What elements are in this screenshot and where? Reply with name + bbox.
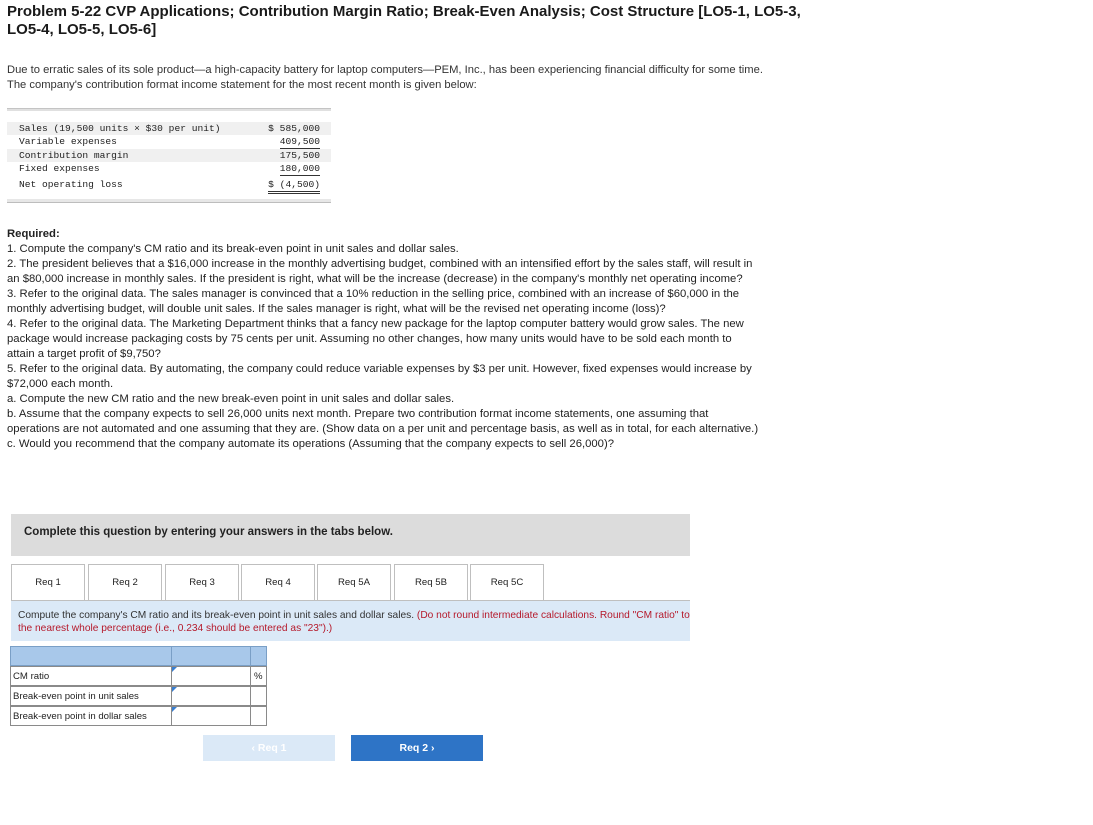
statement-top-border	[7, 108, 331, 111]
input-flag-icon	[172, 667, 177, 672]
tab-req-4[interactable]: Req 4	[241, 564, 315, 601]
break-even-dollars-input[interactable]	[172, 708, 250, 726]
percent-unit: %	[250, 666, 267, 686]
break-even-units-input-cell	[171, 686, 251, 706]
required-item-2: 2. The president believes that a $16,000 increase in the monthly advertising budget, combined with an intensified effort by the sales staff, will result in an $80,000 increase in monthly sales. If the president is right, what will be the increase (decrease) in the company's monthly net operating income?	[7, 258, 753, 285]
required-section	[7, 227, 762, 452]
answer-label: Break-even point in unit sales	[10, 686, 172, 706]
empty-unit	[250, 706, 267, 726]
statement-bottom-border	[7, 199, 331, 203]
cm-ratio-input[interactable]	[172, 668, 250, 686]
answer-label: CM ratio	[10, 666, 172, 686]
break-even-dollars-input-cell	[171, 706, 251, 726]
statement-value: 175,500	[279, 150, 320, 161]
complete-prompt-box	[11, 514, 690, 556]
instruction-panel	[11, 600, 690, 641]
tab-req-3[interactable]: Req 3	[165, 564, 239, 601]
required-item-5c: c. Would you recommend that the company automate its operations (Assuming that the company expects to sell 26,000)?	[7, 438, 615, 450]
cm-ratio-input-cell	[171, 666, 251, 686]
input-flag-icon	[172, 687, 177, 692]
answer-table-header	[10, 646, 267, 666]
complete-prompt: Complete this question by entering your answers in the tabs below.	[24, 526, 393, 538]
required-heading: Required:	[7, 228, 60, 240]
statement-row-variable-expenses	[7, 135, 331, 148]
statement-label: Contribution margin	[19, 150, 129, 161]
next-req-button[interactable]: Req 2 ›	[351, 735, 483, 761]
tab-req-2[interactable]: Req 2	[88, 564, 162, 601]
empty-unit	[250, 686, 267, 706]
problem-intro: Due to erratic sales of its sole product—a high-capacity battery for laptop computers—PEM, Inc., has been experiencing financial difficulty for some time. The company's contribution format income statement for the most recent month is given below:	[7, 64, 763, 91]
statement-row-net-operating-loss	[7, 178, 331, 191]
required-item-5a: a. Compute the new CM ratio and the new break-even point in unit sales and dollar sales.	[7, 393, 455, 405]
problem-title: Problem 5-22 CVP Applications; Contribution Margin Ratio; Break-Even Analysis; Cost Structure [LO5-1, LO5-3, LO5-4, LO5-5, LO5-6]	[7, 3, 801, 38]
statement-label: Fixed expenses	[19, 163, 100, 174]
instruction-note: (Do not round intermediate calculations. Round "CM ratio" to the nearest whole percentage (i.e., 0.234 should be entered as "23").)	[18, 610, 690, 634]
tab-req-5a[interactable]: Req 5A	[317, 564, 391, 601]
required-item-3: 3. Refer to the original data. The sales manager is convinced that a 10% reduction in the selling price, combined with an increase of $60,000 in the monthly advertising budget, will double unit sales. If the sales manager is right, what will be the revised net operating income (loss)?	[7, 288, 740, 315]
input-flag-icon	[172, 707, 177, 712]
required-item-5: 5. Refer to the original data. By automating, the company could reduce variable expenses by $3 per unit. However, fixed expenses would increase by $72,000 each month.	[7, 363, 752, 390]
tab-req-1[interactable]: Req 1	[11, 564, 85, 601]
requirement-tabs	[11, 564, 690, 601]
statement-value: 409,500	[279, 136, 320, 147]
statement-row-contribution-margin	[7, 149, 331, 162]
statement-row-fixed-expenses	[7, 162, 331, 175]
statement-value: $ 585,000	[268, 123, 320, 134]
tab-req-5c[interactable]: Req 5C	[470, 564, 544, 601]
statement-label: Variable expenses	[19, 136, 117, 147]
answer-label: Break-even point in dollar sales	[10, 706, 172, 726]
statement-value: $ (4,500)	[268, 178, 320, 194]
required-item-4: 4. Refer to the original data. The Marketing Department thinks that a fancy new package for the laptop computer battery would grow sales. The new package would increase packaging costs by 75 cents per unit. Assuming no other changes, how many units would have to be sold each month to attain a target profit of $9,750?	[7, 318, 744, 360]
tab-req-5b[interactable]: Req 5B	[394, 564, 468, 601]
prev-req-button[interactable]: ‹ Req 1	[203, 735, 335, 761]
statement-label: Sales (19,500 units × $30 per unit)	[19, 123, 221, 134]
statement-label: Net operating loss	[19, 179, 123, 190]
required-item-1: 1. Compute the company's CM ratio and its break-even point in unit sales and dollar sales.	[7, 243, 459, 255]
instruction-text: Compute the company's CM ratio and its break-even point in unit sales and dollar sales.	[18, 610, 415, 621]
income-statement	[7, 108, 331, 205]
required-item-5b: b. Assume that the company expects to sell 26,000 units next month. Prepare two contribution format income statements, one assuming that operations are not automated and one assuming that they are. (Show data on a per unit and percentage basis, as well as in total, for each alternative.)	[7, 408, 759, 435]
statement-row-sales	[7, 122, 331, 135]
statement-value: 180,000	[279, 163, 320, 174]
break-even-units-input[interactable]	[172, 688, 250, 706]
